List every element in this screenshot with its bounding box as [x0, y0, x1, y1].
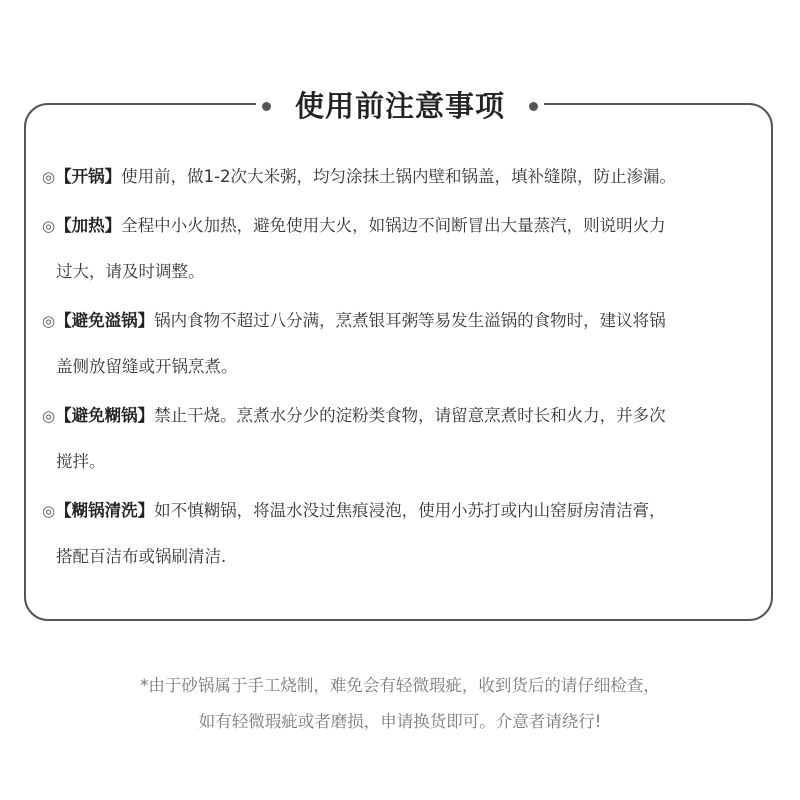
item-text: 使用前，做1-2次大米粥，均匀涂抹土锅内壁和锅盖，填补缝隙，防止渗漏。 — [121, 167, 677, 186]
page-title: 使用前注意事项 — [294, 89, 505, 123]
title-right-dot-icon — [529, 102, 538, 111]
title-bar — [0, 84, 800, 128]
item-text-continued: 盖侧放留缝或开锅烹煮。 — [56, 357, 238, 376]
notice-item-heating — [42, 203, 764, 295]
item-text: 禁止干烧。烹煮水分少的淀粉类食物，请留意烹煮时长和火力，并多次 — [154, 406, 666, 425]
bullet-circle-icon: ◎ — [42, 502, 56, 520]
bullet-circle-icon: ◎ — [42, 217, 56, 235]
item-heading: 【避免溢锅】 — [55, 311, 155, 330]
bullet-circle-icon: ◎ — [42, 168, 56, 186]
footnote — [0, 668, 800, 740]
item-text-continued: 搭配百洁布或锅刷清洁. — [56, 547, 227, 566]
footnote-line-2: 如有轻微瑕疵或者磨损，申请换货即可。介意者请绕行! — [198, 712, 602, 731]
title-group — [256, 84, 544, 128]
item-text: 如不慎糊锅，将温水没过焦痕浸泡，使用小苏打或内山窑厨房清洁膏， — [154, 501, 666, 520]
item-heading: 【避免糊锅】 — [55, 406, 155, 425]
title-left-dot-icon — [262, 102, 271, 111]
notice-item-burn-cleaning — [42, 488, 764, 580]
item-text: 锅内食物不超过八分满，烹煮银耳粥等易发生溢锅的食物时，建议将锅 — [154, 311, 666, 330]
bullet-circle-icon: ◎ — [42, 407, 56, 425]
item-text-continued: 搅拌。 — [56, 452, 106, 471]
bullet-circle-icon: ◎ — [42, 312, 56, 330]
footnote-line-1: *由于砂锅属于手工烧制，难免会有轻微瑕疵，收到货后的请仔细检查， — [140, 676, 660, 695]
item-heading: 【开锅】 — [55, 167, 122, 186]
notice-list — [42, 154, 764, 583]
item-text-continued: 过大，请及时调整。 — [56, 262, 205, 281]
notice-item-avoid-burning — [42, 393, 764, 485]
notice-item-open-pot — [42, 154, 764, 200]
notice-item-avoid-overflow — [42, 298, 764, 390]
item-heading: 【糊锅清洗】 — [55, 501, 155, 520]
item-heading: 【加热】 — [55, 216, 122, 235]
item-text: 全程中小火加热，避免使用大火，如锅边不间断冒出大量蒸汽，则说明火力 — [121, 216, 666, 235]
